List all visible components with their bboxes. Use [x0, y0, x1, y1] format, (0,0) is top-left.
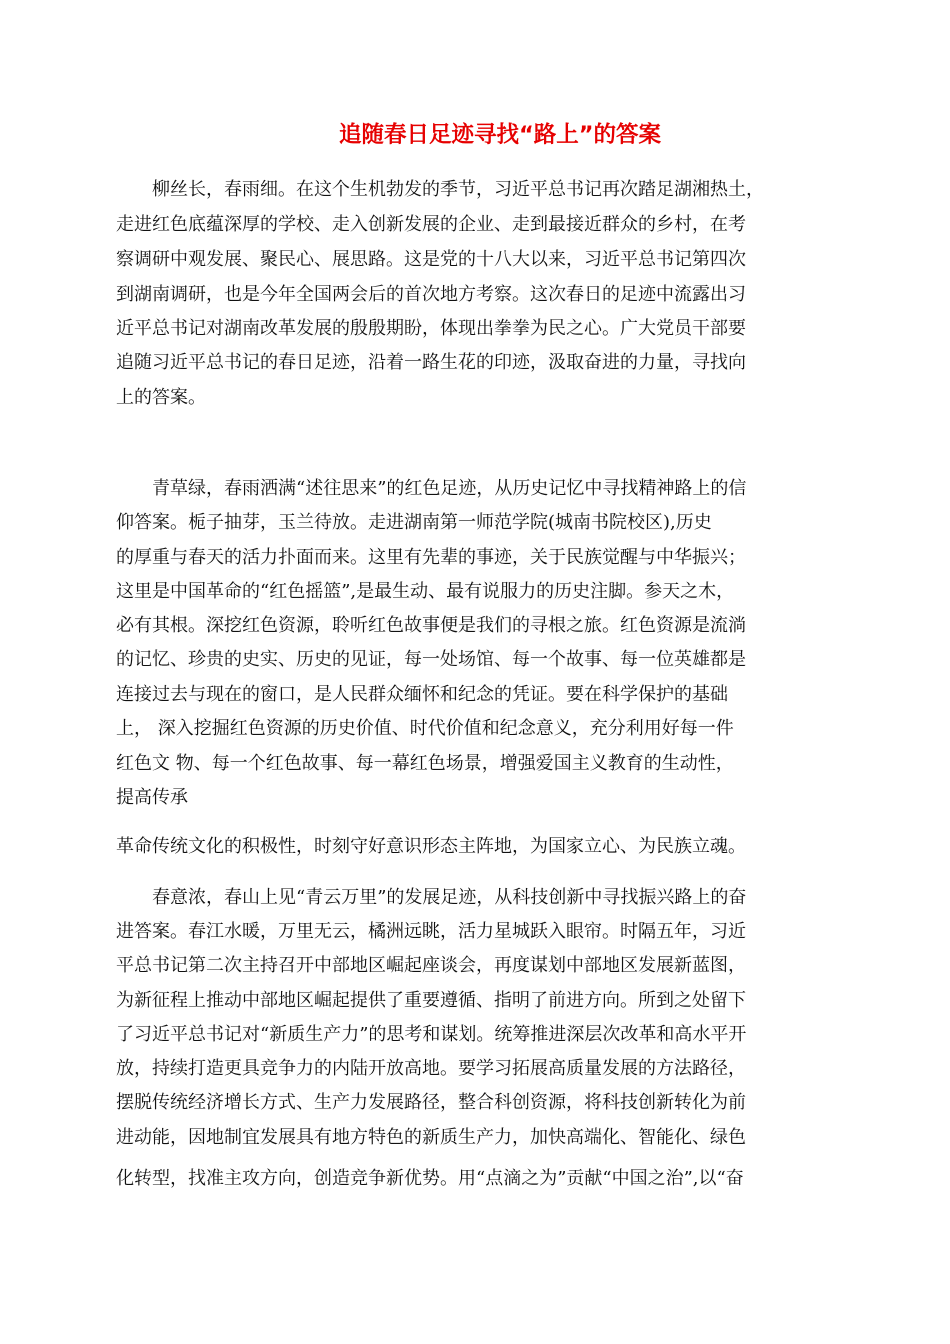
paragraph-line: 连接过去与现在的窗口，是人民群众缅怀和纪念的凭证。要在科学保护的基础 [116, 684, 728, 705]
paragraph-line: 了习近平总书记对“新质生产力”的思考和谋划。统筹推进深层次改革和高水平开 [116, 1024, 747, 1045]
paragraph-line: 柳丝长，春雨细。在这个生机勃发的季节，习近平总书记再次踏足湖湘热土， [152, 179, 764, 200]
paragraph-line: 提高传承 [116, 787, 188, 808]
paragraph-line: 仰答案。栀子抽芽，玉兰待放。走进湖南第一师范学院(城南书院校区),历史 [116, 512, 712, 533]
document-title: 追随春日足迹寻找“路上”的答案 [338, 122, 662, 148]
paragraph-line: 平总书记第二次主持召开中部地区崛起座谈会，再度谋划中部地区发展新蓝图， [116, 955, 746, 976]
paragraph-line: 摆脱传统经济增长方式、生产力发展路径，整合科创资源，将科技创新转化为前 [116, 1092, 746, 1113]
paragraph-line: 察调研中观发展、聚民心、展思路。这是党的十八大以来，习近平总书记第四次 [116, 249, 746, 270]
paragraph-line: 近平总书记对湖南改革发展的殷殷期盼，体现出拳拳为民之心。广大党员干部要 [116, 318, 746, 339]
paragraph-line: 上， 深入挖掘红色资源的历史价值、时代价值和纪念意义，充分利用好每一件 [116, 718, 734, 739]
paragraph-line: 春意浓，春山上见“青云万里”的发展足迹，从科技创新中寻找振兴路上的奋 [152, 887, 747, 908]
paragraph-line: 为新征程上推动中部地区崛起提供了重要遵循、指明了前进方向。所到之处留下 [116, 990, 746, 1011]
paragraph-line: 的厚重与春天的活力扑面而来。这里有先辈的事迹，关于民族觉醒与中华振兴； [116, 547, 746, 568]
paragraph-line: 进答案。春江水暖，万里无云，橘洲远眺，活力星城跃入眼帘。时隔五年，习近 [116, 921, 746, 942]
paragraph-line: 的记忆、珍贵的史实、历史的见证，每一处场馆、每一个故事、每一位英雄都是 [116, 649, 746, 670]
paragraph-line: 这里是中国革命的“红色摇篮”,是最生动、最有说服力的历史注脚。参天之木， [116, 581, 735, 602]
paragraph-line: 上的答案。 [116, 387, 206, 408]
paragraph-line: 放，持续打造更具竞争力的内陆开放高地。要学习拓展高质量发展的方法路径， [116, 1058, 746, 1079]
paragraph-line: 到湖南调研，也是今年全国两会后的首次地方考察。这次春日的足迹中流露出习 [116, 284, 746, 305]
paragraph-line: 必有其根。深挖红色资源，聆听红色故事便是我们的寻根之旅。红色资源是流淌 [116, 615, 746, 636]
paragraph-line: 走进红色底蕴深厚的学校、走入创新发展的企业、走到最接近群众的乡村，在考 [116, 214, 746, 235]
paragraph-line: 青草绿，春雨洒满“述往思来”的红色足迹，从历史记忆中寻找精神路上的信 [152, 478, 747, 499]
paragraph-line: 化转型，找准主攻方向，创造竞争新优势。用“点滴之为”贡献“中国之治”,以“奋 [116, 1168, 744, 1189]
paragraph-line: 追随习近平总书记的春日足迹，沿着一路生花的印迹，汲取奋进的力量，寻找向 [116, 352, 746, 373]
paragraph-line: 红色文 物、每一个红色故事、每一幕红色场景，增强爱国主义教育的生动性， [116, 753, 734, 774]
paragraph-line: 革命传统文化的积极性，时刻守好意识形态主阵地，为国家立心、为民族立魂。 [116, 836, 746, 857]
paragraph-line: 进动能，因地制宜发展具有地方特色的新质生产力，加快高端化、智能化、绿色 [116, 1127, 746, 1148]
